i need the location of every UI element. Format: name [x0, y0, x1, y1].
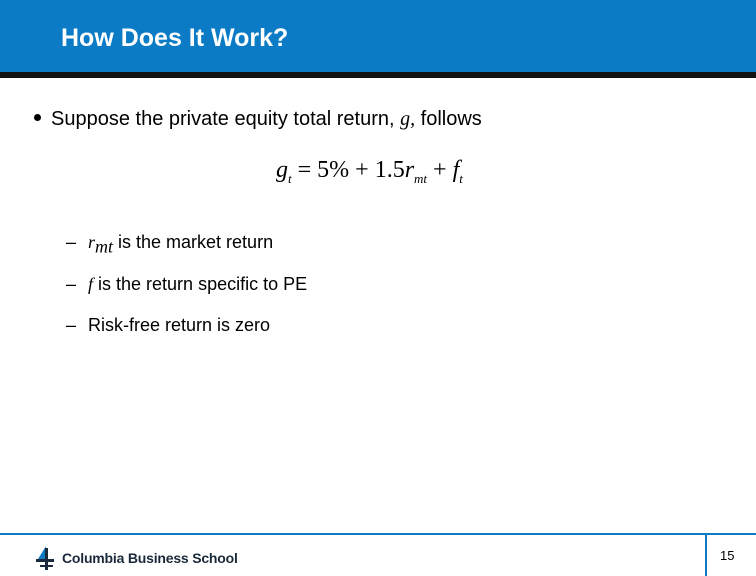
bullet-dot-icon — [34, 114, 41, 121]
sub-item-var: f — [88, 274, 94, 294]
sub-item-var-sub: mt — [95, 236, 114, 257]
formula-plus: + — [427, 157, 453, 183]
logo-text: Columbia Business School — [62, 550, 238, 566]
formula-r-sub: mt — [414, 171, 428, 186]
header-divider — [0, 72, 756, 78]
school-logo — [34, 545, 238, 571]
footer-divider — [0, 533, 756, 535]
dash-icon: – — [66, 274, 77, 294]
formula-lhs-sub: t — [288, 171, 292, 186]
formula-f: f — [452, 157, 460, 183]
bullet-variable: g, — [400, 108, 416, 130]
crown-logo-icon — [34, 545, 56, 571]
page-number: 15 — [720, 548, 735, 563]
formula-eq: = 5% + 1.5 — [291, 157, 405, 183]
formula-f-sub: t — [459, 171, 463, 186]
sub-item-text: Risk-free return is zero — [88, 315, 271, 335]
return-formula — [276, 157, 463, 187]
sub-item-risk-free — [66, 315, 270, 336]
dash-icon: – — [66, 315, 77, 335]
main-bullet — [34, 108, 482, 131]
sub-item-pe-return — [66, 274, 307, 295]
formula-r: r — [404, 157, 415, 183]
sub-item-market-return — [66, 232, 273, 258]
formula-lhs: g — [276, 157, 288, 183]
slide-title: How Does It Work? — [61, 24, 289, 52]
bullet-text-after: follows — [420, 108, 482, 130]
bullet-text-before: Suppose the private equity total return, — [51, 108, 395, 130]
dash-icon: – — [66, 232, 77, 252]
header-bar — [0, 0, 756, 72]
sub-item-text: is the market return — [113, 232, 274, 252]
sub-item-text: is the return specific to PE — [93, 274, 308, 294]
sub-item-var: r — [88, 232, 96, 252]
